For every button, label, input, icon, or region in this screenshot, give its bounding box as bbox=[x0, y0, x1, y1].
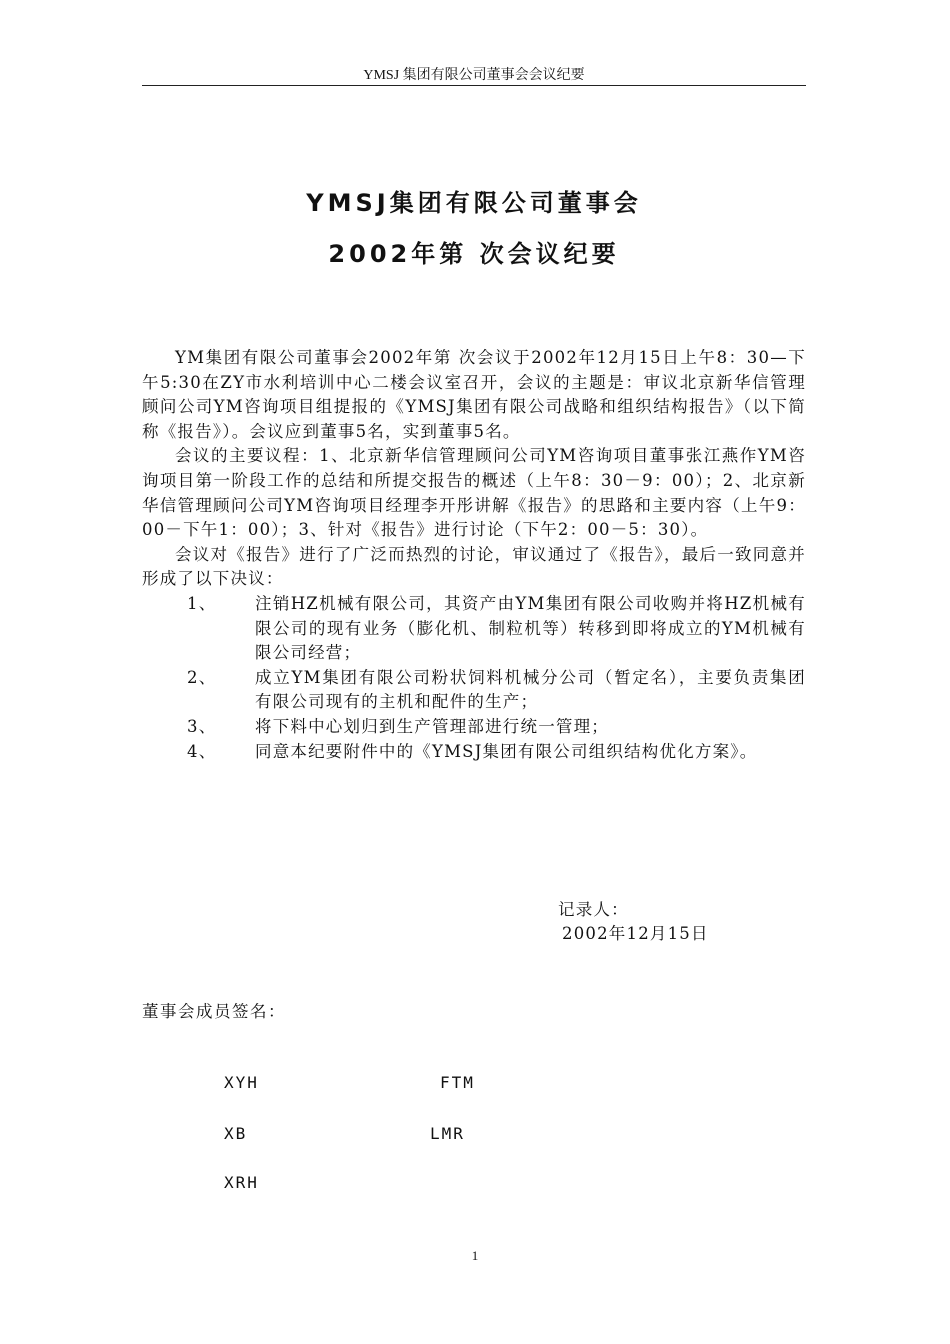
resolution-number: 2、 bbox=[187, 667, 217, 687]
resolution-item bbox=[142, 666, 806, 715]
resolution-text: 成立YM集团有限公司粉状饲料机械分公司（暂定名），主要负责集团有限公司现有的主机和配件的生产； bbox=[255, 667, 806, 712]
resolution-text: 将下料中心划归到生产管理部进行统一管理； bbox=[255, 716, 609, 736]
document-body bbox=[142, 346, 806, 764]
signature-name: XYH bbox=[224, 1073, 259, 1092]
signature-name: XRH bbox=[224, 1173, 259, 1192]
header-rule bbox=[142, 85, 806, 86]
resolution-text: 同意本纪要附件中的《YMSJ集团有限公司组织结构优化方案》。 bbox=[255, 741, 758, 761]
signature-label: 董事会成员签名： bbox=[142, 1002, 286, 1021]
recorder-label: 记录人： bbox=[558, 900, 629, 919]
resolution-item bbox=[142, 592, 806, 666]
paragraph-agenda: 会议的主要议程：1、北京新华信管理顾问公司YM咨询项目董事张江燕作YM咨询项目第一阶段工作的总结和所提交报告的概述（上午8：30－9：00）；2、北京新华信管理顾问公司YM咨询项目经理李开彤讲解《报告》的思路和主要内容（上午9：00－下午1：00）；3、针对《报告》进行讨论（下午2：00－5：30）。 bbox=[142, 446, 806, 540]
signature-name: LMR bbox=[430, 1124, 465, 1143]
paragraph-discussion: 会议对《报告》进行了广泛而热烈的讨论，审议通过了《报告》，最后一致同意并形成了以下决议： bbox=[142, 544, 806, 589]
resolution-item bbox=[142, 715, 806, 740]
document-title-line1: YMSJ集团有限公司董事会 bbox=[306, 189, 642, 217]
page-number: 1 bbox=[471, 1248, 479, 1263]
signature-name: FTM bbox=[440, 1073, 475, 1092]
paragraph-meeting-info: YM集团有限公司董事会2002年第 次会议于2002年12月15日上午8：30—下午5:30在ZY市水利培训中心二楼会议室召开，会议的主题是：审议北京新华信管理顾问公司YM咨询项目组提报的《YMSJ集团有限公司战略和组织结构报告》（以下简称《报告》）。会议应到董事5名，实到董事5名。 bbox=[142, 348, 806, 441]
resolution-number: 3、 bbox=[187, 716, 217, 736]
record-date: 2002年12月15日 bbox=[562, 924, 709, 943]
resolution-number: 4、 bbox=[187, 741, 217, 761]
resolution-item bbox=[142, 740, 806, 765]
page-header: YMSJ 集团有限公司董事会会议纪要 bbox=[363, 68, 585, 83]
signature-name: XB bbox=[224, 1124, 248, 1143]
resolution-text: 注销HZ机械有限公司，其资产由YM集团有限公司收购并将HZ机械有限公司的现有业务（膨化机、制粒机等）转移到即将成立的YM机械有限公司经营； bbox=[255, 593, 806, 663]
resolution-number: 1、 bbox=[187, 593, 217, 613]
document-title-line2: 2002年第 次会议纪要 bbox=[328, 240, 620, 268]
